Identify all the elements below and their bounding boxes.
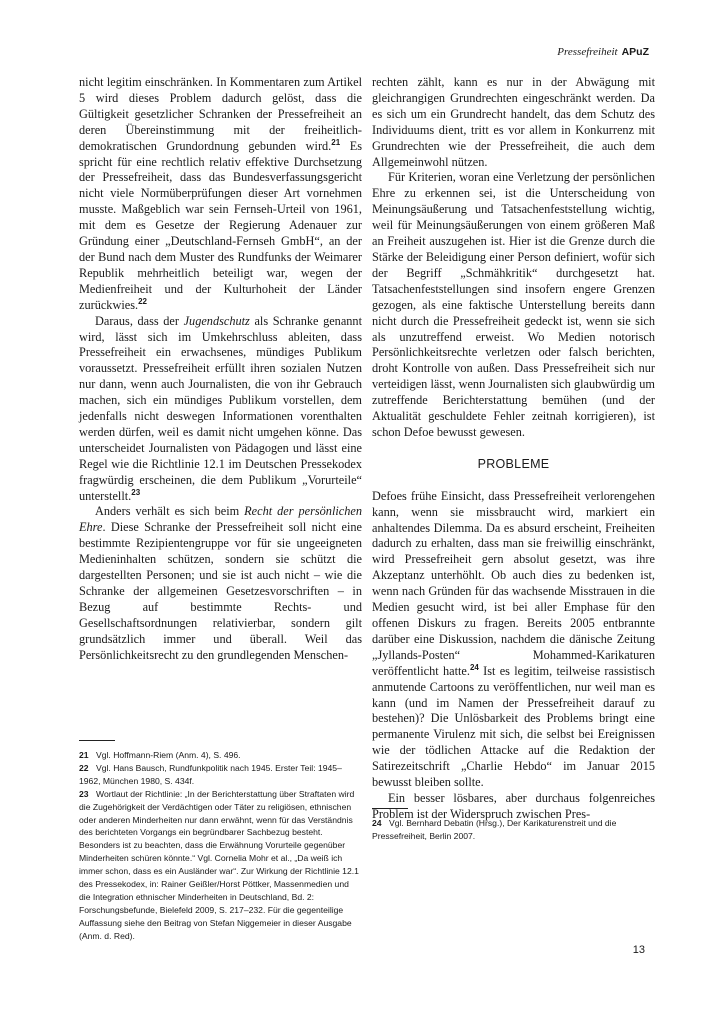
footnote-number: 22 bbox=[79, 762, 89, 773]
footnote-number: 23 bbox=[79, 788, 89, 799]
footnote-ref[interactable]: 21 bbox=[331, 137, 341, 147]
footnote-rule bbox=[79, 740, 115, 741]
footnote-ref[interactable]: 23 bbox=[131, 487, 141, 497]
section-heading: PROBLEME bbox=[477, 456, 550, 471]
paragraph: rechten zählt, kann es nur in der Abwägung mit gleichrangigen Grundrechten eingeschränkt werden. Da es sich um ein Grundrecht handelt, das dem Schutz des Individuums dient, tritt es vor allem in Konkurrenz mit Grundrechten wie der Pressefreiheit, die auch dem Allgemeinwohl nützen. bbox=[372, 75, 655, 169]
footnote: 22 Vgl. Hans Bausch, Rundfunkpolitik nach 1945. Erster Teil: 1945–1962, München 1980, S. 434f. bbox=[79, 762, 342, 786]
paragraph: Anders verhält es sich beim Recht der persönlichen Ehre. Diese Schranke der Pressefreiheit soll nicht eine bestimmte Rezipientengruppe vor für sie ungeeigneten Medieninhalten schützen, sondern sie schützt die dargestellten Personen; und sie ist auch nicht – wie die Schranke der allgemeinen Gesetzesvorschriften – in Bezug auf bestimmte Rechts- und Gesellschaftsordnungen relativierbar, sondern gilt grundsätzlich immer und überall. Weil das Persönlichkeitsrecht zu den grundlegenden Menschen- bbox=[79, 504, 362, 662]
running-header-section: Pressefreiheit bbox=[557, 46, 618, 58]
paragraph: Ein besser lösbares, aber durchaus folgenreiches Problem ist der Widerspruch zwischen Pres- bbox=[372, 790, 655, 821]
paragraph: Für Kriterien, woran eine Verletzung der persönlichen Ehre zu erkennen sei, ist die Unterscheidung von Meinungsäußerung und Tatsachenfeststellung wichtig, weil für Meinungsäußerungen von einem größeren Maß an Freiheit auszugehen ist. Hier ist die Grenze durch die Stärke der Beleidigung einer Person definiert, wofür sich der Begriff „Schmähkritik“ durchgesetzt hat. Tatsachenfeststellungen sind insofern engere Grenzen gezogen, als eine faktische Unterstellung bereits dann nicht durch die Pressefreiheit gedeckt ist, wenn sie sich als unzutreffend erweist. Wo Medien notorisch Persönlichkeitsrechte verletzen oder falsch berichten, droht Kontrolle von außen. Dass Pressefreiheit sich nur verteidigen lässt, wenn Journalisten sich glaubwürdig um zutreffende Berichterstattung bemühen (und der Aktualität geschuldete Fehler zeitnah korrigieren), ist schon Defoe bewusst gewesen. bbox=[372, 170, 655, 439]
footnote-number: 24 bbox=[372, 818, 382, 828]
footnote: 23 Wortlaut der Richtlinie: „In der Berichterstattung über Straftaten wird die Zugehörigkeit der Verdächtigen oder Täter zu religiösen, ethnischen oder anderen Minderheiten nur dann erwähnt, wenn für das Verständnis des berichteten Vorgangs ein begründbarer Sachbezug besteht. Besonders ist zu beachten, dass die Erwähnung Vorurteile gegenüber Minderheiten schüren könnte.“ Vgl. Cornelia Mohr et al., „Da weiß ich immer schon, dass es ein Ausländer war“. Zur Wirkung der Richtlinie 12.1 des Pressekodex, in: Rainer Geißler/Horst Pöttker, Massenmedien und die Integration ethnischer Minderheiten in Deutschland, Bd. 2: Forschungsbefunde, Bielefeld 2009, S. 217–232. Für die gegenteilige Auffassung siehe den Beitrag von Stefan Niggemeier in dieser Ausgabe (Anm. d. Red). bbox=[79, 788, 359, 941]
footnote-number: 21 bbox=[79, 750, 89, 760]
paragraph: nicht legitim einschränken. In Kommentaren zum Artikel 5 wird dieses Problem dadurch gelöst, dass die Gültigkeit gesetzlicher Schranken der Pressefreiheit an deren Übereinstimmung mit der freiheitlich-demokratischen Grundordnung gebunden wird.$^{21}$ Es spricht für eine rechtlich relativ effektive Durchsetzung der Pressefreiheit, dass das Bundesverfassungsgericht nicht viele Normüberprüfungen dieser Art vornehmen musste. Maßgeblich war sein Fernseh-Urteil von 1961, mit dem es Gesetze der Regierung Adenauer zur Gründung einer „Deutschland-Fernseh GmbH“, an der der Bund nach dem Muster des Rundfunks der Weimarer Republik mehrheitlich beteiligt war, wegen der Medienfreiheit und der Kulturhoheit der Länder zurückwies.$^{22}$ bbox=[79, 75, 362, 312]
page-number: 13 bbox=[632, 944, 645, 956]
footnote: 21 Vgl. Hoffmann-Riem (Anm. 4), S. 496. bbox=[79, 750, 241, 760]
paragraph: Daraus, dass der Jugendschutz als Schranke genannt wird, lässt sich im Umkehrschluss ableiten, dass Pressefreiheit ein erwachsenes, mündiges Publikum voraussetzt. Pressefreiheit erfüllt ihren sozialen Nutzen nur dann, wenn auch Journalisten, die von ihr Gebrauch machen, sich ein mündiges Publikum vorstellen, dem jedenfalls nicht deswegen Informationen vorenthalten werden dürfen, weil es damit nicht umgehen könne. Das unterscheidet Journalisten von Pädagogen und lässt eine Regel wie die Richtlinie 12.1 im Deutschen Pressekodex fragwürdig erscheinen, die dem Publikum „Vorurteile“ unterstellt.$^{23}$ bbox=[79, 313, 362, 503]
paragraph: Defoes frühe Einsicht, dass Pressefreiheit verlorengehen kann, wenn sie missbraucht wird, markiert ein anhaltendes Dilemma. Da es absurd erscheint, Freiheiten dadurch zu erhalten, dass man sie freiwillig einschränkt, wird Pressefreiheit gern absolut gesetzt, was ihre Akzeptanz unterhöhlt. Ob auch dies zu bedenken ist, wenn nach Gründen für das wachsende Misstrauen in die Medien gesucht wird, ist bei aller Emphase für den offenen Diskurs zu fragen. Bereits 2005 entbrannte darüber eine Diskussion, nachdem die dänische Zeitung „Jyllands-Posten“ Mohammed-Karikaturen veröffentlicht hatte.$^{24}$ Ist es legitim, teilweise rassistisch anmutende Cartoons zu veröffentlichen, nur weil man es kann (und im Namen der Pressefreiheit darauf zu bestehen)? Die Unlösbarkeit des Problems bringt eine permanente Virulenz mit sich, die selbst bei Ereignissen wie der tödlichen Attacke auf die Redaktion der Satirezeitschrift „Charlie Hebdo“ im Januar 2015 bewusst bleiben sollte. bbox=[372, 488, 655, 790]
running-header bbox=[557, 46, 649, 58]
running-header-publication: APuZ bbox=[621, 46, 649, 58]
emphasis: Recht der persönlichen Ehre bbox=[79, 504, 362, 535]
footnotes-left bbox=[79, 740, 362, 943]
footnote-ref[interactable]: 22 bbox=[138, 296, 147, 306]
footnotes-right bbox=[372, 808, 655, 843]
footnote: 24 Vgl. Bernhard Debatin (Hrsg.), Der Karikaturenstreit und die Pressefreiheit, Berlin 2007. bbox=[372, 818, 617, 841]
emphasis: Jugendschutz bbox=[183, 313, 250, 328]
right-column bbox=[372, 75, 655, 823]
left-column bbox=[79, 75, 362, 664]
footnote-rule bbox=[372, 808, 408, 809]
footnote-ref[interactable]: 24 bbox=[469, 662, 479, 672]
